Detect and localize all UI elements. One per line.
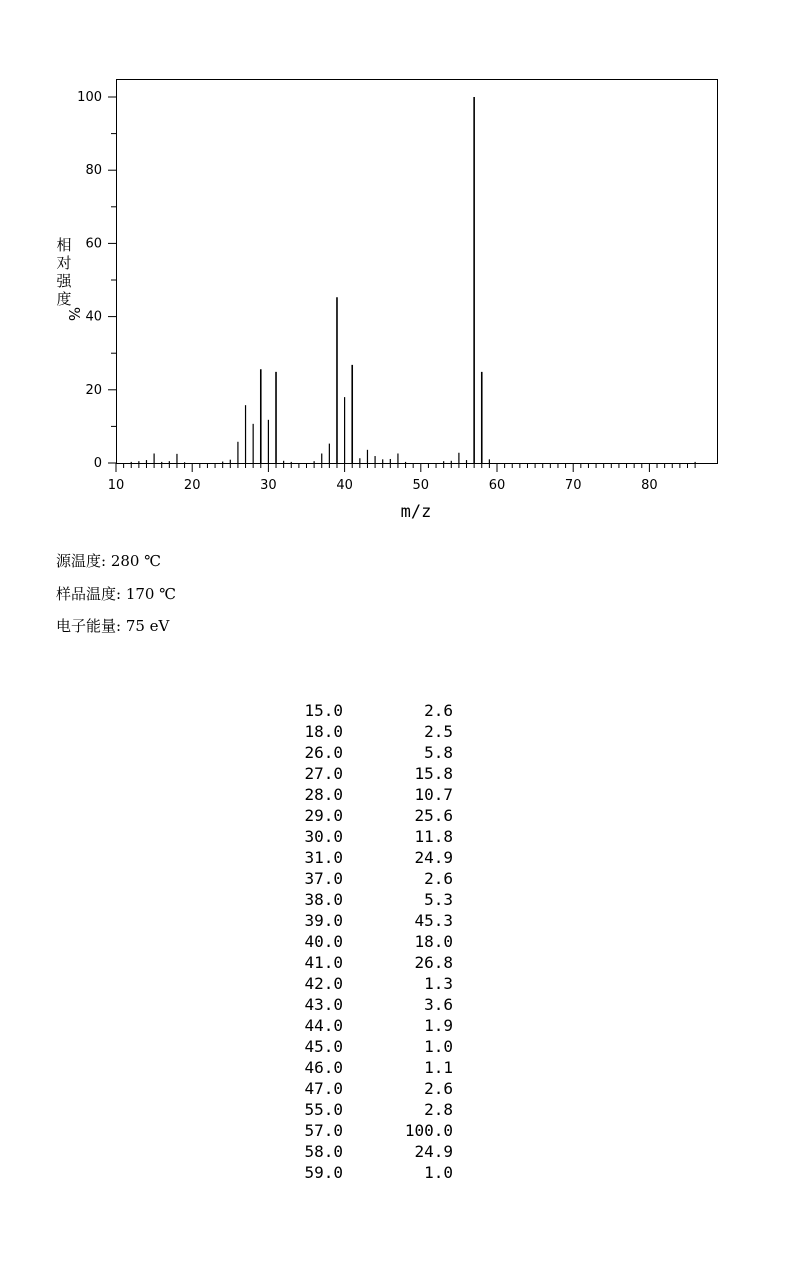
table-row bbox=[270, 868, 470, 889]
mz-value: 41.0 bbox=[304, 953, 343, 972]
intensity-value: 24.9 bbox=[414, 848, 453, 867]
table-row bbox=[270, 805, 470, 826]
table-row bbox=[270, 1141, 470, 1162]
mz-value: 29.0 bbox=[304, 806, 343, 825]
intensity-value: 15.8 bbox=[414, 764, 453, 783]
table-row bbox=[270, 1015, 470, 1036]
y-tick-label: 80 bbox=[85, 163, 102, 179]
table-row bbox=[270, 826, 470, 847]
intensity-value: 5.3 bbox=[424, 890, 453, 909]
mz-value: 18.0 bbox=[304, 722, 343, 741]
source-temperature: 源温度: 280 ℃ bbox=[56, 552, 162, 570]
mz-value: 38.0 bbox=[304, 890, 343, 909]
mz-value: 57.0 bbox=[304, 1121, 343, 1140]
intensity-value: 1.0 bbox=[424, 1163, 453, 1182]
mz-value: 44.0 bbox=[304, 1016, 343, 1035]
peak-table bbox=[270, 700, 470, 1183]
table-row bbox=[270, 721, 470, 742]
intensity-value: 3.6 bbox=[424, 995, 453, 1014]
table-row bbox=[270, 994, 470, 1015]
intensity-value: 2.5 bbox=[424, 722, 453, 741]
table-row bbox=[270, 700, 470, 721]
intensity-value: 45.3 bbox=[414, 911, 453, 930]
x-axis-label: m/z bbox=[400, 502, 432, 522]
mz-value: 45.0 bbox=[304, 1037, 343, 1056]
intensity-value: 24.9 bbox=[414, 1142, 453, 1161]
mz-value: 15.0 bbox=[304, 701, 343, 720]
electron-energy: 电子能量: 75 eV bbox=[56, 617, 170, 635]
y-axis-unit: % bbox=[65, 306, 83, 322]
mz-value: 47.0 bbox=[304, 1079, 343, 1098]
mz-value: 39.0 bbox=[304, 911, 343, 930]
intensity-value: 10.7 bbox=[414, 785, 453, 804]
intensity-value: 1.9 bbox=[424, 1016, 453, 1035]
x-tick-label: 80 bbox=[641, 478, 658, 493]
mz-value: 58.0 bbox=[304, 1142, 343, 1161]
mz-value: 46.0 bbox=[304, 1058, 343, 1077]
table-row bbox=[270, 742, 470, 763]
mz-value: 26.0 bbox=[304, 743, 343, 762]
mz-value: 37.0 bbox=[304, 869, 343, 888]
intensity-value: 5.8 bbox=[424, 743, 453, 762]
x-tick-label: 60 bbox=[488, 478, 506, 493]
intensity-value: 26.8 bbox=[414, 953, 453, 972]
x-tick-label: 10 bbox=[107, 478, 125, 493]
mz-value: 43.0 bbox=[304, 995, 343, 1014]
mz-value: 30.0 bbox=[304, 827, 343, 846]
table-row bbox=[270, 931, 470, 952]
mz-value: 27.0 bbox=[304, 764, 343, 783]
x-tick-label: 70 bbox=[564, 478, 582, 493]
x-tick-label: 50 bbox=[412, 478, 430, 493]
intensity-value: 18.0 bbox=[414, 932, 453, 951]
y-tick-label: 0 bbox=[93, 456, 102, 471]
table-row bbox=[270, 1099, 470, 1120]
mass-spectrum-chart bbox=[0, 0, 794, 540]
y-tick-label: 40 bbox=[85, 309, 102, 325]
table-row bbox=[270, 910, 470, 931]
mz-value: 55.0 bbox=[304, 1100, 343, 1119]
intensity-value: 1.1 bbox=[424, 1058, 453, 1077]
y-axis-label-char: 相 bbox=[56, 236, 72, 254]
mz-value: 59.0 bbox=[304, 1163, 343, 1182]
table-row bbox=[270, 1120, 470, 1141]
table-row bbox=[270, 973, 470, 994]
intensity-value: 2.6 bbox=[424, 869, 453, 888]
table-row bbox=[270, 1162, 470, 1183]
table-row bbox=[270, 847, 470, 868]
table-row bbox=[270, 784, 470, 805]
table-row bbox=[270, 763, 470, 784]
intensity-value: 11.8 bbox=[414, 827, 453, 846]
intensity-value: 2.8 bbox=[424, 1100, 453, 1119]
table-row bbox=[270, 1036, 470, 1057]
intensity-value: 2.6 bbox=[424, 701, 453, 720]
y-axis-label-char: 强 bbox=[56, 272, 72, 290]
y-axis-label-char: 对 bbox=[56, 254, 72, 272]
table-row bbox=[270, 1057, 470, 1078]
intensity-value: 2.6 bbox=[424, 1079, 453, 1098]
mz-value: 40.0 bbox=[304, 932, 343, 951]
table-row bbox=[270, 1078, 470, 1099]
x-tick-label: 20 bbox=[183, 478, 201, 493]
table-row bbox=[270, 889, 470, 910]
x-tick-label: 30 bbox=[260, 478, 277, 493]
intensity-value: 1.0 bbox=[424, 1037, 453, 1056]
y-axis-label-char: 度 bbox=[56, 290, 72, 308]
mz-value: 28.0 bbox=[304, 785, 343, 804]
intensity-value: 25.6 bbox=[414, 806, 453, 825]
intensity-value: 1.3 bbox=[424, 974, 453, 993]
x-tick-label: 40 bbox=[336, 478, 353, 493]
table-row bbox=[270, 952, 470, 973]
y-tick-label: 60 bbox=[85, 236, 102, 252]
sample-temperature: 样品温度: 170 ℃ bbox=[56, 585, 177, 603]
y-tick-label: 20 bbox=[85, 382, 102, 398]
y-tick-label: 100 bbox=[77, 90, 102, 105]
mz-value: 42.0 bbox=[304, 974, 343, 993]
plot-frame bbox=[117, 80, 718, 464]
intensity-value: 100.0 bbox=[404, 1121, 453, 1140]
mz-value: 31.0 bbox=[304, 848, 343, 867]
